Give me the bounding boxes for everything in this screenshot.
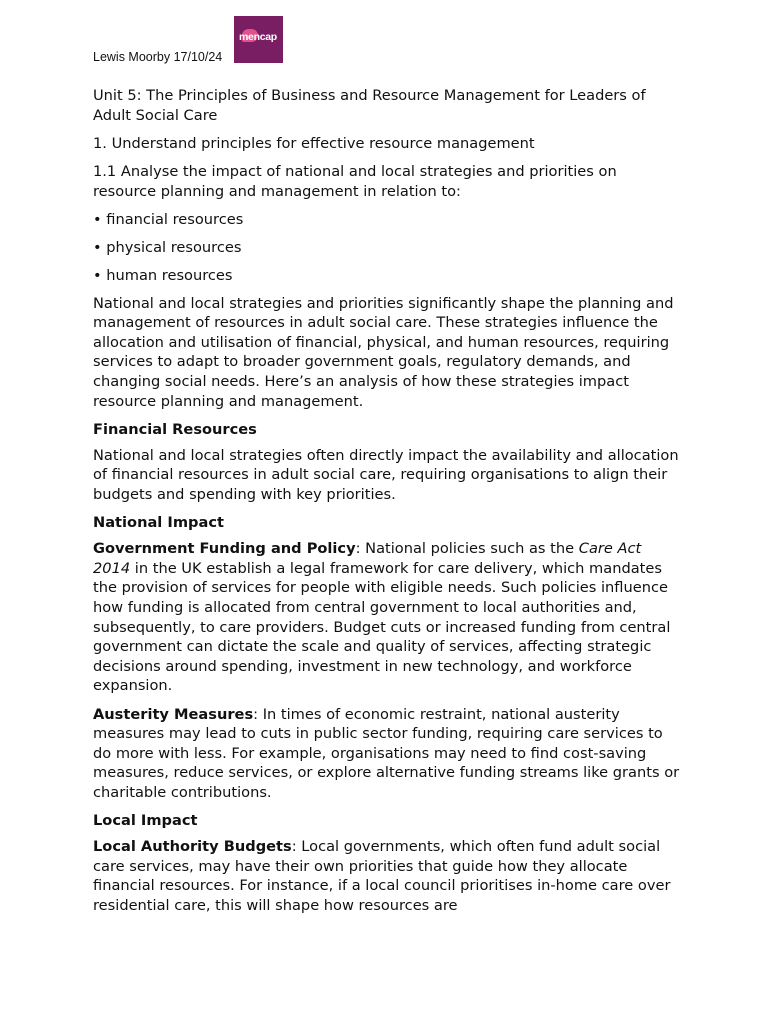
bullet-physical: • physical resources — [93, 238, 242, 256]
question-text: 1.1 Analyse the impact of national and local strategies and priorities on resource planning and management in relation to: — [93, 162, 617, 200]
document-body — [93, 86, 683, 924]
local-budgets-term: Local Authority Budgets — [93, 838, 292, 856]
local-budgets-text: : Local governments, which often fund adult social care services, may have their own priorities that guide how they allocate financial resources. For instance, if a local council prioritises in-home care over residential care, this will shape how resources are — [93, 838, 671, 914]
government-funding-paragraph — [93, 539, 683, 696]
author-date: Lewis Moorby 17/10/24 — [93, 50, 223, 64]
page-header — [93, 16, 393, 64]
section-heading: 1. Understand principles for effective resource management — [93, 134, 535, 152]
financial-resources-heading: Financial Resources — [93, 420, 257, 438]
intro-paragraph: National and local strategies and priorities significantly shape the planning and management of resources in adult social care. These strategies influence the allocation and utilisation of financial, physical, and human resources, requiring services to adapt to broader government goals, regulatory demands, and changing social needs. Here’s an analysis of how these strategies impact resource planning and management. — [93, 294, 674, 410]
local-impact-heading: Local Impact — [93, 812, 198, 830]
local-budgets-paragraph — [93, 837, 683, 915]
austerity-term: Austerity Measures — [93, 705, 254, 723]
austerity-paragraph — [93, 705, 683, 803]
logo-text: mencap — [239, 31, 277, 43]
government-funding-lead: : National policies such as the — [355, 540, 579, 558]
mencap-logo — [234, 16, 283, 63]
government-funding-text: in the UK establish a legal framework for care delivery, which mandates the provision of services for people with eligible needs. Such policies influence how funding is allocated from central government to local authorities and, subsequently, to care providers. Budget cuts or increased funding from central government can dictate the scale and quality of services, affecting strategic decisions around spending, investment in new technology, and workforce expansion. — [93, 559, 671, 695]
bullet-human: • human resources — [93, 266, 233, 284]
document-title: Unit 5: The Principles of Business and Resource Management for Leaders of Adult Social Care — [93, 87, 646, 124]
financial-intro-paragraph: National and local strategies often directly impact the availability and allocation of financial resources in adult social care, requiring organisations to align their budgets and spending with key priorities. — [93, 446, 679, 504]
austerity-text: : In times of economic restraint, national austerity measures may lead to cuts in public sector funding, requiring care services to do more with less. For example, organisations may need to find cost-saving measures, reduce services, or explore alternative funding streams like grants or charitable contributions. — [93, 705, 680, 801]
care-act-title: Care Act 2014 — [93, 540, 642, 577]
bullet-financial: • financial resources — [93, 210, 244, 228]
national-impact-heading: National Impact — [93, 514, 224, 532]
government-funding-term: Government Funding and Policy — [93, 540, 356, 558]
